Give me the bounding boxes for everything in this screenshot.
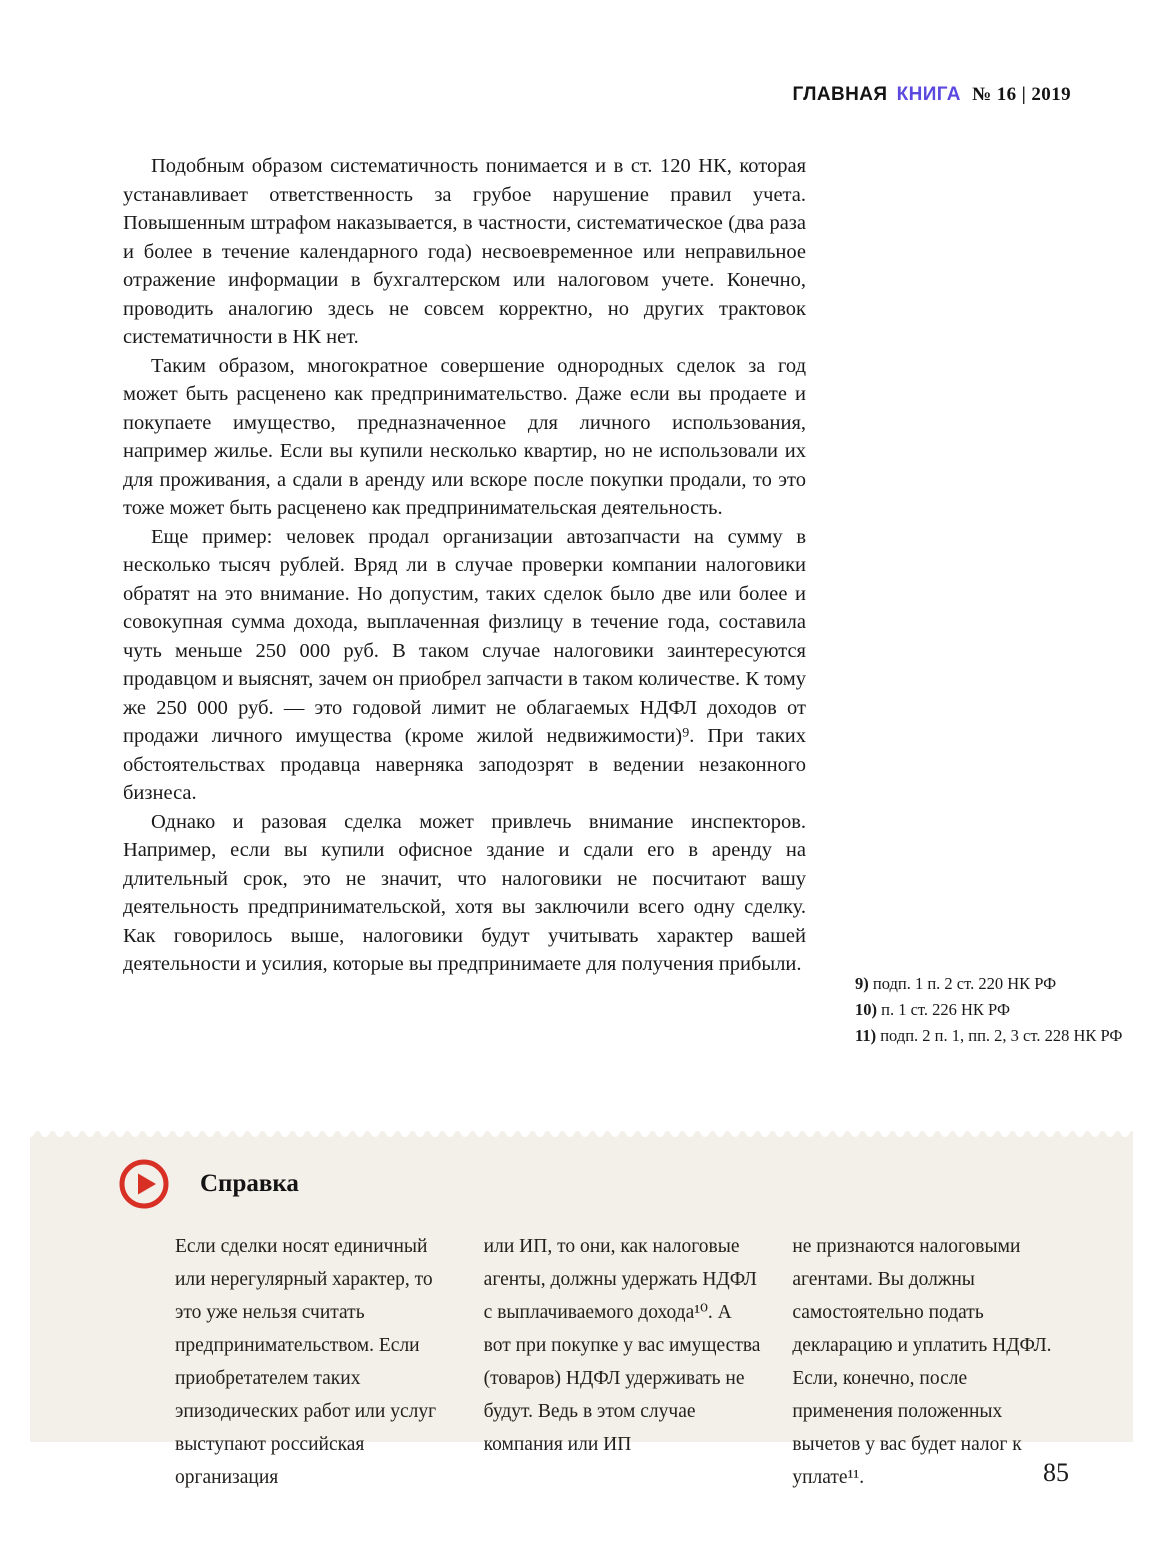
footnote bbox=[855, 998, 1145, 1022]
body-paragraph: Подобным образом систематичность понимается и в ст. 120 НК, которая устанавливает ответственность за грубое нарушение правил учета. Повышенным штрафом наказывается, в частности, систематическое (два раза и более в течение календарного года) несвоевременное или неправильное отражение информации в бухгалтерском или налоговом учете. Конечно, проводить аналогию здесь не совсем корректно, но других трактовок систематичности в НК нет. bbox=[123, 155, 806, 348]
reference-column: не признаются налоговыми агентами. Вы должны самостоятельно подать декларацию и уплатить НДФЛ. Если, конечно, после применения положенных вычетов у вас будет налог к уплате¹¹. bbox=[792, 1236, 1052, 1488]
magazine-title-part2: КНИГА bbox=[896, 84, 961, 105]
body-paragraph: Таким образом, многократное совершение однородных сделок за год может быть расценено как предпринимательство. Даже если вы продаете и покупаете имущество, предназначенное для личного использования, например жилье. Если вы купили несколько квартир, но не использовали их для проживания, а сдали в аренду или вскоре после покупки продали, то это тоже может быть расценено как предпринимательская деятельность. bbox=[123, 354, 806, 519]
scalloped-edge bbox=[30, 1130, 1133, 1139]
issue-number: № 16 | 2019 bbox=[972, 84, 1071, 105]
reference-column: Если сделки носят единичный или нерегулярный характер, то это уже нельзя считать предпринимательством. Если приобретателем таких эпизодических работ или услуг выступают российская организация bbox=[175, 1236, 437, 1488]
article-body bbox=[123, 152, 806, 979]
footnote-text: подп. 2 п. 1, пп. 2, 3 ст. 228 НК РФ bbox=[880, 1026, 1123, 1045]
footnote-number: 9) bbox=[855, 974, 869, 993]
reference-columns bbox=[175, 1230, 1071, 1494]
footnote-text: подп. 1 п. 2 ст. 220 НК РФ bbox=[872, 974, 1057, 993]
play-circle-icon bbox=[118, 1158, 170, 1210]
footnote bbox=[855, 1024, 1145, 1048]
running-head bbox=[792, 84, 1071, 106]
footnote-text: п. 1 ст. 226 НК РФ bbox=[881, 1000, 1010, 1019]
reference-box-title: Справка bbox=[200, 1170, 299, 1197]
body-paragraph: Однако и разовая сделка может привлечь внимание инспекторов. Например, если вы купили офисное здание и сдали его в аренду на длительный срок, это не значит, что налоговики не посчитают вашу деятельность предпринимательской, хотя вы заключили всего одну сделку. Как говорилось выше, налоговики будут учитывать характер вашей деятельности и усилия, которые вы предпринимаете для получения прибыли. bbox=[123, 810, 806, 975]
body-paragraph: Еще пример: человек продал организации автозапчасти на сумму в несколько тысяч рублей. Вряд ли в случае проверки компании налоговики обратят на это внимание. Но допустим, таких сделок было две или более и совокупная сумма дохода, выплаченная физлицу в течение года, составила чуть меньше 250 000 руб. В таком случае налоговики заинтересуются продавцом и выяснят, зачем он приобрел запчасти в таком количестве. К тому же 250 000 руб. — это годовой лимит не облагаемых НДФЛ доходов от продажи личного имущества (кроме жилой недвижимости)⁹. При таких обстоятельствах продавца наверняка заподозрят в ведении незаконного бизнеса. bbox=[123, 525, 806, 804]
page-number: 85 bbox=[1043, 1458, 1069, 1487]
footnote-number: 10) bbox=[855, 1000, 877, 1019]
margin-footnotes bbox=[855, 972, 1145, 1050]
footnote bbox=[855, 972, 1145, 996]
reference-column: или ИП, то они, как налоговые агенты, должны удержать НДФЛ с выплачиваемого дохода¹⁰. А вот при покупке у вас имущества (товаров) НДФЛ удерживать не будут. Ведь в этом случае компания или ИП bbox=[483, 1236, 761, 1455]
reference-box-header bbox=[118, 1158, 299, 1210]
footnote-number: 11) bbox=[855, 1026, 877, 1045]
magazine-title-part1: ГЛАВНАЯ bbox=[792, 84, 888, 105]
